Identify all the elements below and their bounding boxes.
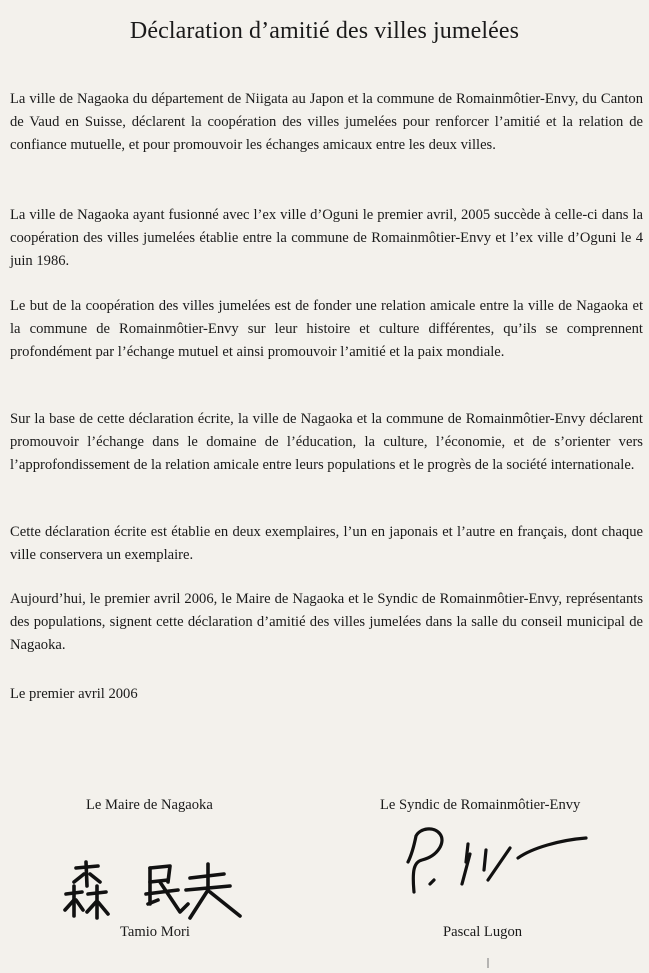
paragraph-2: La ville de Nagaoka ayant fusionné avec l’ex ville d’Oguni le premier avril, 2005 succède à celle-ci dans la coopération des villes jumelées établie entre la commune de Romainmôtier-Envy et l’ex ville d’Oguni le 4 juin 1986. — [10, 207, 643, 269]
paragraph-6: Aujourd’hui, le premier avril 2006, le Maire de Nagaoka et le Syndic de Romainmôtier-Envy, représentants des populations, signent cette déclaration d’amitié des villes jumelées dans la salle du conseil municipal de Nagaoka. — [10, 591, 643, 653]
mayor-name: Tamio Mori — [120, 924, 190, 940]
paragraph-1: La ville de Nagaoka du département de Niigata au Japon et la commune de Romainmôtier-Envy, du Canton de Vaud en Suisse, déclarent la coopération des villes jumelées pour renforcer l’amitié et la relation de confiance mutuelle, et pour promouvoir les échanges amicaux entre les deux villes. — [10, 91, 643, 153]
mayor-signature-image — [62, 860, 252, 924]
paragraph-5: Cette déclaration écrite est établie en deux exemplaires, l’un en japonais et l’autre en français, dont chaque ville conservera un exemplaire. — [10, 524, 643, 563]
document-date: Le premier avril 2006 — [10, 686, 138, 702]
syndic-signature-image — [400, 826, 600, 906]
paper-speck — [486, 958, 490, 968]
syndic-title: Le Syndic de Romainmôtier-Envy — [380, 797, 581, 813]
syndic-name: Pascal Lugon — [443, 924, 523, 940]
paragraph-4: Sur la base de cette déclaration écrite, la ville de Nagaoka et la commune de Romainmôtier-Envy déclarent promouvoir l’échange dans le domaine de l’éducation, la culture, l’économie, et de s’orienter vers l’approfondissement de la relation amicale entre leurs populations et le progrès de la société internationale. — [10, 411, 643, 473]
document-title: Déclaration d’amitié des villes jumelées — [129, 18, 520, 44]
mayor-title: Le Maire de Nagaoka — [86, 797, 213, 813]
paragraph-3: Le but de la coopération des villes jumelées est de fonder une relation amicale entre la ville de Nagaoka et la commune de Romainmôtier-Envy sur leur histoire et culture différentes, qu’ils se comprennent profondément par l’échange mutuel et ainsi promouvoir l’amitié et la paix mondiale. — [10, 298, 643, 360]
